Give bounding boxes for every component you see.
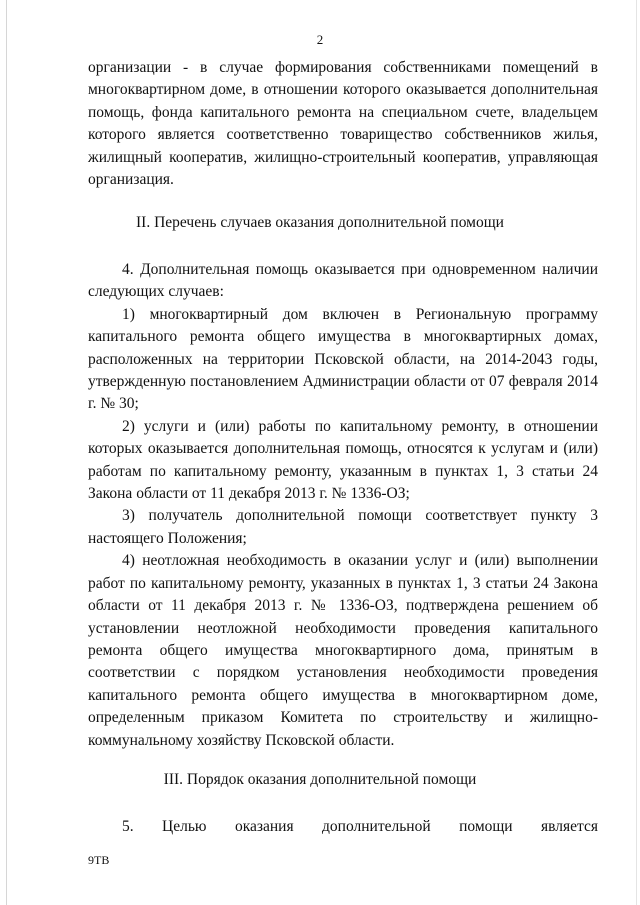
footer-code: 9ТВ — [88, 853, 110, 867]
intro-block — [88, 57, 598, 191]
scan-edge-left — [6, 0, 7, 905]
page-number: 2 — [316, 32, 324, 47]
scan-edge-right — [636, 0, 637, 905]
intro-paragraph: организации - в случае формирования собственниками помещений в многоквартирном доме, в отношении которого оказывается дополнительная помощь, фонда капитального ремонта на специальном счете, владельцем которого является соответственно товарищество собственников жилья, жилищный кооператив, жилищно-строительный кооператив, управляющая организация. — [88, 59, 598, 189]
item-5-start: 5. Целью оказания дополнительной помощи является — [122, 818, 598, 835]
section-3-heading: III. Порядок оказания дополнительной помощи — [163, 771, 477, 788]
section-2-body — [88, 259, 598, 752]
item-4-1: 1) многоквартирный дом включен в Региональную программу капитального ремонта общего имущества в многоквартирных домах, расположенных на территории Псковской области, на 2014-2043 годы, утвержденную постановлением Администрации области от 07 февраля 2014 г. № 30; — [88, 305, 598, 413]
section-2-heading: II. Перечень случаев оказания дополнительной помощи — [136, 214, 504, 231]
item-4-2: 2) услуги и (или) работы по капитальному ремонту, в отношении которых оказывается дополнительная помощь, относятся к услугам и (или) работам по капитальному ремонту, указанным в пунктах 1, 3 статьи 24 Закона области от 11 декабря 2013 г. № 1336-ОЗ; — [88, 417, 598, 503]
item-4-intro: 4. Дополнительная помощь оказывается при одновременном наличии следующих случаев: — [88, 261, 598, 301]
section-3-body — [88, 816, 598, 838]
item-4-4: 4) неотложная необходимость в оказании услуг и (или) выполнении работ по капитальному ремонту, указанных в пунктах 1, 3 статьи 24 Закона области от 11 декабря 2013 г. № 1336-ОЗ, подтверждена решением об установлении неотложной необходимости проведения капитального ремонта общего имущества многоквартирного дома, принятым в соответствии с порядком установления необходимости проведения капитального ремонта общего имущества в многоквартирном доме, определенным приказом Комитета по строительству и жилищно-коммунальному хозяйству Псковской области. — [88, 552, 598, 749]
item-4-3: 3) получатель дополнительной помощи соответствует пункту 3 настоящего Положения; — [88, 507, 598, 547]
